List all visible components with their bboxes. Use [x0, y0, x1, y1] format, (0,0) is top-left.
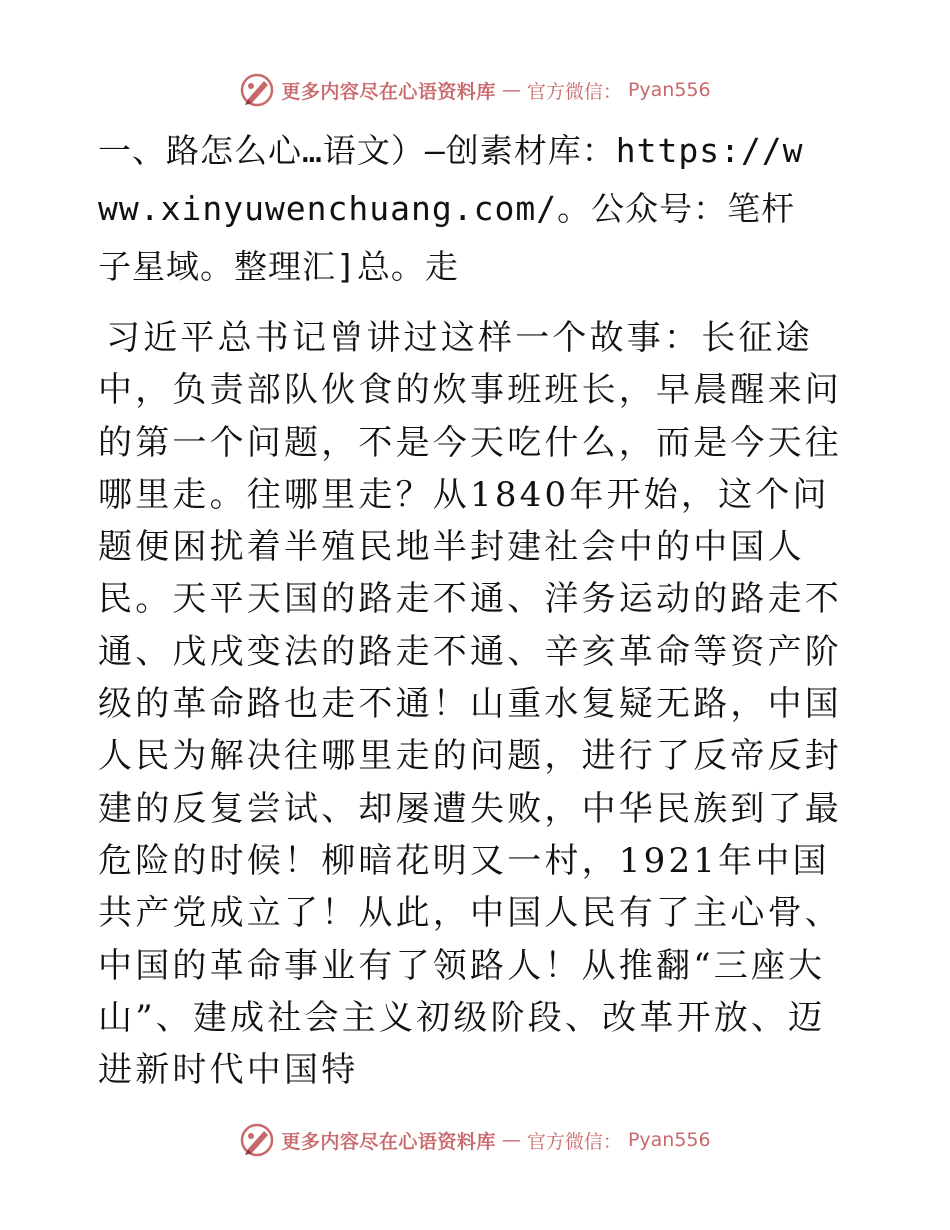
watermark-text: 更多内容尽在心语资料库	[281, 80, 496, 103]
footer-watermark	[0, 1122, 950, 1158]
body-paragraph: 习近平总书记曾讲过这样一个故事：长征途中，负责部队伙食的炊事班班长，早晨醒来问的第一个问题，不是今天吃什么，而是今天往哪里走。往哪里走？从1840年开始，这个问题便困扰着半殖民地半封建社会中的中国人民。天平天国的路走不通、洋务运动的路走不通、戊戌变法的路走不通、辛亥革命等资产阶级的革命路也走不通！山重水复疑无路，中国人民为解决往哪里走的问题，进行了反帝反封建的反复尝试、却屡遭失败，中华民族到了最危险的时候！柳暗花明又一村，1921年中国共产党成立了！从此，中国人民有了主心骨、中国的革命事业有了领路人！从推翻“三座大山”、建成社会主义初级阶段、改革开放、迈进新时代中国特	[98, 318, 842, 1091]
watermark-dash: —	[501, 79, 521, 101]
watermark-account: Pyan556	[627, 1129, 711, 1151]
watermark-official-label: 官方微信：	[526, 1130, 622, 1153]
pen-logo-icon	[239, 1122, 275, 1158]
watermark-text: 更多内容尽在心语资料库	[281, 1130, 496, 1153]
watermark-dash: —	[501, 1129, 521, 1151]
watermark-account: Pyan556	[627, 79, 711, 101]
pen-logo-icon	[239, 72, 275, 108]
header-watermark	[0, 72, 950, 108]
section-heading: 一、路怎么心…语文）—创素材库：https://www.xinyuwenchuang.com/。公众号：笔杆子星域。整理汇]总。走	[98, 131, 804, 286]
watermark-official-label: 官方微信：	[526, 80, 622, 103]
